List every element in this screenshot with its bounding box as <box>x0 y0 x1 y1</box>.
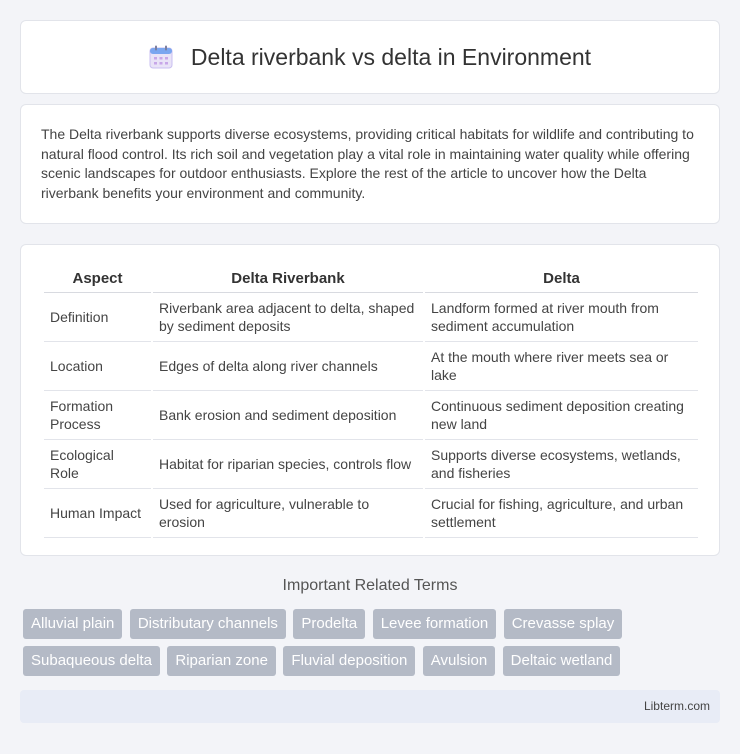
table-row <box>44 440 698 489</box>
column-header-delta: Delta <box>425 265 698 293</box>
table-header-row <box>44 265 698 293</box>
calendar-icon <box>149 45 173 69</box>
table-cell: Location <box>44 342 151 391</box>
table-row <box>44 489 698 538</box>
table-row <box>44 391 698 440</box>
table-cell: Supports diverse ecosystems, wetlands, and fisheries <box>425 440 698 489</box>
tag-subaqueous-delta[interactable]: Subaqueous delta <box>23 646 160 676</box>
tag-riparian-zone[interactable]: Riparian zone <box>167 646 276 676</box>
table-cell: Bank erosion and sediment deposition <box>153 391 423 440</box>
tag-alluvial-plain[interactable]: Alluvial plain <box>23 609 122 639</box>
table-cell: Definition <box>44 293 151 342</box>
tag-crevasse-splay[interactable]: Crevasse splay <box>504 609 623 639</box>
table-cell: Habitat for riparian species, controls flow <box>153 440 423 489</box>
page-title: Delta riverbank vs delta in Environment <box>190 43 592 70</box>
table-row <box>44 293 698 342</box>
tag-distributary-channels[interactable]: Distributary channels <box>130 609 286 639</box>
table-cell: Ecological Role <box>44 440 151 489</box>
comparison-table <box>42 265 700 538</box>
tag-prodelta[interactable]: Prodelta <box>293 609 365 639</box>
related-terms-title: Important Related Terms <box>282 577 458 594</box>
table-cell: Formation Process <box>44 391 151 440</box>
table-cell: Riverbank area adjacent to delta, shaped by sediment deposits <box>153 293 423 342</box>
column-header-delta-riverbank: Delta Riverbank <box>153 265 423 293</box>
related-terms-list <box>23 609 723 683</box>
intro-card <box>20 104 720 224</box>
title-card <box>20 20 720 94</box>
table-cell: Continuous sediment deposition creating new land <box>425 391 698 440</box>
intro-text: The Delta riverbank supports diverse ecosystems, providing critical habitats for wildlife and contributing to natural flood control. Its rich soil and vegetation play a vital role in maintaining water quality while offering scenic landscapes for outdoor enthusiasts. Explore the rest of the article to uncover how the Delta riverbank benefits your environment and community. <box>41 126 694 201</box>
footer <box>20 690 720 723</box>
footer-link[interactable]: Libterm.com <box>643 699 710 713</box>
tag-fluvial-deposition[interactable]: Fluvial deposition <box>283 646 415 676</box>
comparison-table-card <box>20 244 720 556</box>
table-row <box>44 342 698 391</box>
table-cell: Edges of delta along river channels <box>153 342 423 391</box>
tag-deltaic-wetland[interactable]: Deltaic wetland <box>503 646 621 676</box>
tag-avulsion[interactable]: Avulsion <box>423 646 495 676</box>
table-cell: Crucial for fishing, agriculture, and urban settlement <box>425 489 698 538</box>
table-cell: Human Impact <box>44 489 151 538</box>
table-cell: Used for agriculture, vulnerable to erosion <box>153 489 423 538</box>
column-header-aspect: Aspect <box>44 265 151 293</box>
table-cell: At the mouth where river meets sea or lake <box>425 342 698 391</box>
table-cell: Landform formed at river mouth from sediment accumulation <box>425 293 698 342</box>
tag-levee-formation[interactable]: Levee formation <box>373 609 497 639</box>
